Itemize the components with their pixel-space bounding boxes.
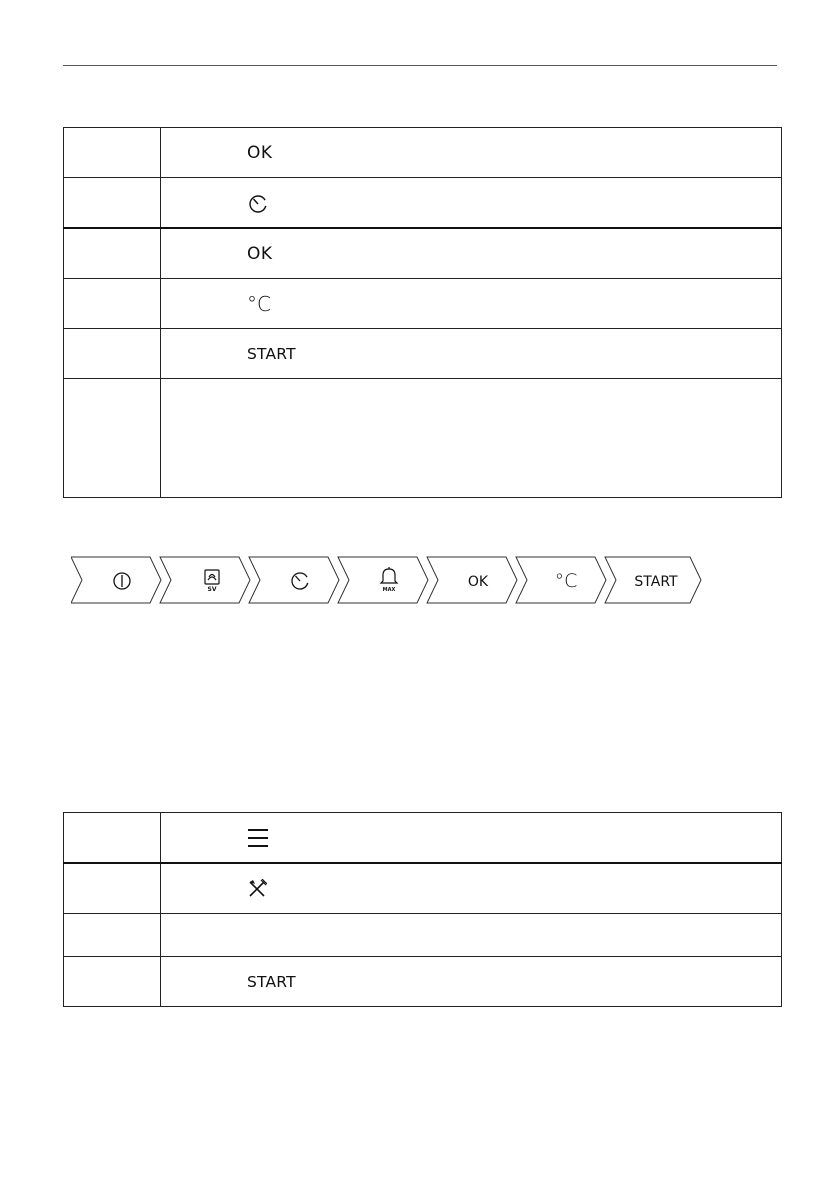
bell-max-icon [381, 567, 397, 593]
ok-button-symbol: OK [247, 243, 273, 264]
step-number-cell [64, 863, 161, 914]
step-action-cell [161, 128, 782, 178]
table-row [64, 228, 782, 279]
ok-label: OK [467, 574, 489, 590]
table-row [64, 813, 782, 864]
steam-sv-icon [205, 570, 219, 593]
step-action-cell [161, 957, 782, 1007]
procedure-table-top [63, 127, 782, 498]
start-label: START [634, 574, 678, 590]
max-label: MAX [382, 587, 396, 593]
step-action-cell [161, 329, 782, 379]
table-row [64, 863, 782, 914]
table-row [64, 957, 782, 1007]
table-row [64, 379, 782, 498]
step-action-cell [161, 914, 782, 957]
start-button-symbol: START [247, 972, 296, 991]
sv-label: SV [207, 586, 217, 593]
table-row [64, 279, 782, 329]
table-row [64, 329, 782, 379]
ok-button-symbol: OK [247, 142, 273, 163]
step-number-cell [64, 957, 161, 1007]
fork-knife-icon [247, 879, 267, 899]
step-number-cell [64, 178, 161, 229]
procedure-table-bottom [63, 812, 782, 1007]
step-number-cell [64, 914, 161, 957]
table-row [64, 128, 782, 178]
step-action-cell [161, 178, 782, 229]
step-action-cell [161, 228, 782, 279]
temperature-icon: °C [247, 291, 271, 316]
menu-icon [247, 827, 269, 849]
flow-step-arrow [71, 557, 161, 603]
table-row [64, 914, 782, 957]
button-sequence-flow [71, 556, 705, 604]
step-number-cell [64, 279, 161, 329]
step-number-cell [64, 379, 161, 498]
start-button-symbol: START [247, 344, 296, 363]
step-number-cell [64, 128, 161, 178]
step-action-cell [161, 279, 782, 329]
timer-icon [247, 192, 269, 214]
step-number-cell [64, 813, 161, 864]
step-action-cell [161, 863, 782, 914]
power-icon [114, 573, 130, 589]
step-number-cell [64, 329, 161, 379]
flow-step-arrow [249, 557, 339, 603]
table-row [64, 178, 782, 229]
step-action-cell [161, 813, 782, 864]
header-rule [63, 65, 777, 66]
step-action-cell [161, 379, 782, 498]
step-number-cell [64, 228, 161, 279]
timer-icon [292, 573, 308, 589]
temperature-label: °C [554, 570, 578, 592]
